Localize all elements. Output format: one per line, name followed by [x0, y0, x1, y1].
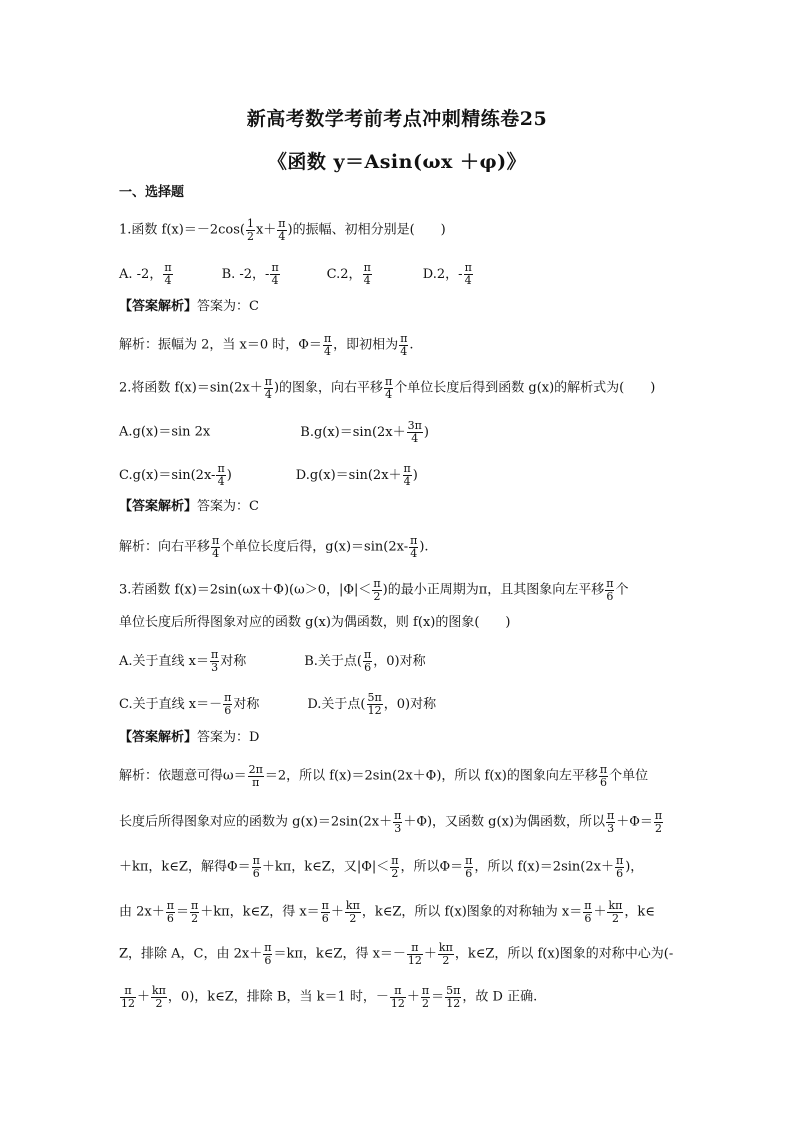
- q3-option-a: A.关于直线 x＝ $\frac{\pi}{3}$ 对称: [119, 648, 247, 674]
- q3-option-b: B.关于点( $\frac{\pi}{6}$ ，0)对称: [304, 648, 426, 674]
- q2-options-row1: [119, 420, 429, 444]
- fraction: $\frac{1}{2}$: [246, 217, 254, 243]
- q3-stem-line2: 单位长度后所得图象对应的函数 g(x)为偶函数，则 f(x)的图象( ): [119, 615, 511, 630]
- q3-option-d: D.关于点( $\frac{5\pi}{12}$ ，0)对称: [307, 691, 437, 717]
- fraction: $\frac{\pi}{4}$: [278, 217, 286, 243]
- q1-explanation: 解析：振幅为 2，当 x＝0 时，Φ＝ $\frac{\pi}{4}$ ，即初相为 $\frac{\pi}{4}$ .: [119, 332, 414, 358]
- q3-explanation-line3: ＋kπ，k∈Z，解得Φ＝ $\frac{\pi}{6}$ ＋kπ，k∈Z，又|Φ|＜ $\frac{\pi}{2}$ ，所以Φ＝ $\frac{\pi}{6}$ ，所以 f(x)＝2sin(2x＋ $\frac{\pi}{6}$ )，: [119, 854, 644, 880]
- q3-options-row2: [119, 692, 436, 716]
- q2-explanation: 解析：向右平移 $\frac{\pi}{4}$ 个单位长度后得，g(x)＝sin(2x- $\frac{\pi}{4}$ ).: [119, 534, 429, 560]
- q3-explanation-line2: 长度后所得图象对应的函数为 g(x)＝2sin(2x＋ $\frac{\pi}{3}$ ＋Φ)，又函数 g(x)为偶函数，所以 $\frac{\pi}{3}$ ＋Φ＝ $\frac{\pi}{2}$: [119, 809, 663, 835]
- page-title: 新高考数学考前考点冲刺精练卷25: [246, 108, 548, 130]
- q2-option-b: B.g(x)＝sin(2x＋ $\frac{3\pi}{4}$ ): [300, 419, 429, 445]
- section-heading: 一、选择题: [119, 185, 185, 200]
- q2-option-d: D.g(x)＝sin(2x＋ $\frac{\pi}{4}$ ): [295, 462, 418, 488]
- q2-stem: 2.将函数 f(x)＝sin(2x＋ $\frac{\pi}{4}$ )的图象，向右平移 $\frac{\pi}{4}$ 个单位长度后得到函数 g(x)的解析式为( ): [119, 375, 656, 401]
- q3-explanation-line5: Z，排除 A，C，由 2x＋ $\frac{\pi}{6}$ ＝kπ，k∈Z，得 x＝－ $\frac{\pi}{12}$ ＋ $\frac{k\pi}{2}$ ，k∈Z，所以 f(x)图象的对称中心为(-: [119, 941, 674, 967]
- q2-option-a: A.g(x)＝sin 2x: [119, 424, 211, 440]
- q1-option-d: D.2，- $\frac{\pi}{4}$: [422, 261, 472, 287]
- q1-option-a: A. -2， $\frac{\pi}{4}$: [119, 261, 172, 287]
- page-subtitle: 《函数 y＝Asin(ωx ＋φ)》: [267, 151, 527, 173]
- q3-option-c: C.关于直线 x＝－ $\frac{\pi}{6}$ 对称: [119, 691, 260, 717]
- q3-explanation-line1: 解析：依题意可得ω＝ $\frac{2\pi}{\pi}$ ＝2，所以 f(x)＝2sin(2x＋Φ)，所以 f(x)的图象向左平移 $\frac{\pi}{6}$ 个单位: [119, 763, 649, 789]
- q1-stem: 1.函数 f(x)＝－2cos( $\frac{1}{2}$ x＋ $\frac{\pi}{4}$ )的振幅、初相分别是( ): [119, 217, 446, 243]
- q2-options-row2: [119, 463, 418, 487]
- q1-option-b: B. -2，- $\frac{\pi}{4}$: [221, 261, 279, 287]
- q3-answer: 【答案解析】答案为：D: [119, 730, 260, 745]
- q3-options-row1: [119, 649, 426, 673]
- q2-option-c: C.g(x)＝sin(2x- $\frac{\pi}{4}$ ): [119, 462, 232, 488]
- q1-options: [119, 262, 474, 286]
- q3-stem-line1: 3.若函数 f(x)＝2sin(ωx＋Φ)(ω＞0，|Φ|＜ $\frac{\pi}{2}$ )的最小正周期为π，且其图象向左平移 $\frac{\pi}{6}$ 个: [119, 577, 629, 603]
- q1-option-c: C.2， $\frac{\pi}{4}$: [326, 261, 371, 287]
- q2-answer: 【答案解析】答案为：C: [119, 499, 259, 514]
- q1-answer: 【答案解析】答案为：C: [119, 299, 259, 314]
- q3-explanation-line4: 由 2x＋ $\frac{\pi}{6}$ ＝ $\frac{\pi}{2}$ ＋kπ，k∈Z，得 x＝ $\frac{\pi}{6}$ ＋ $\frac{k\pi}{2}$ ，k∈Z，所以 f(x)图象的对称轴为 x＝ $\frac{\pi}{6}$ ＋ $\frac{k\pi}{2}$ ，k∈: [119, 899, 655, 925]
- q3-explanation-line6: $\frac{\pi}{12}$ ＋ $\frac{k\pi}{2}$ ，0)，k∈Z，排除 B，当 k＝1 时，－ $\frac{\pi}{12}$ ＋ $\frac{\pi}{2}$ ＝ $\frac{5\pi}{12}$ ，故 D 正确.: [121, 984, 538, 1010]
